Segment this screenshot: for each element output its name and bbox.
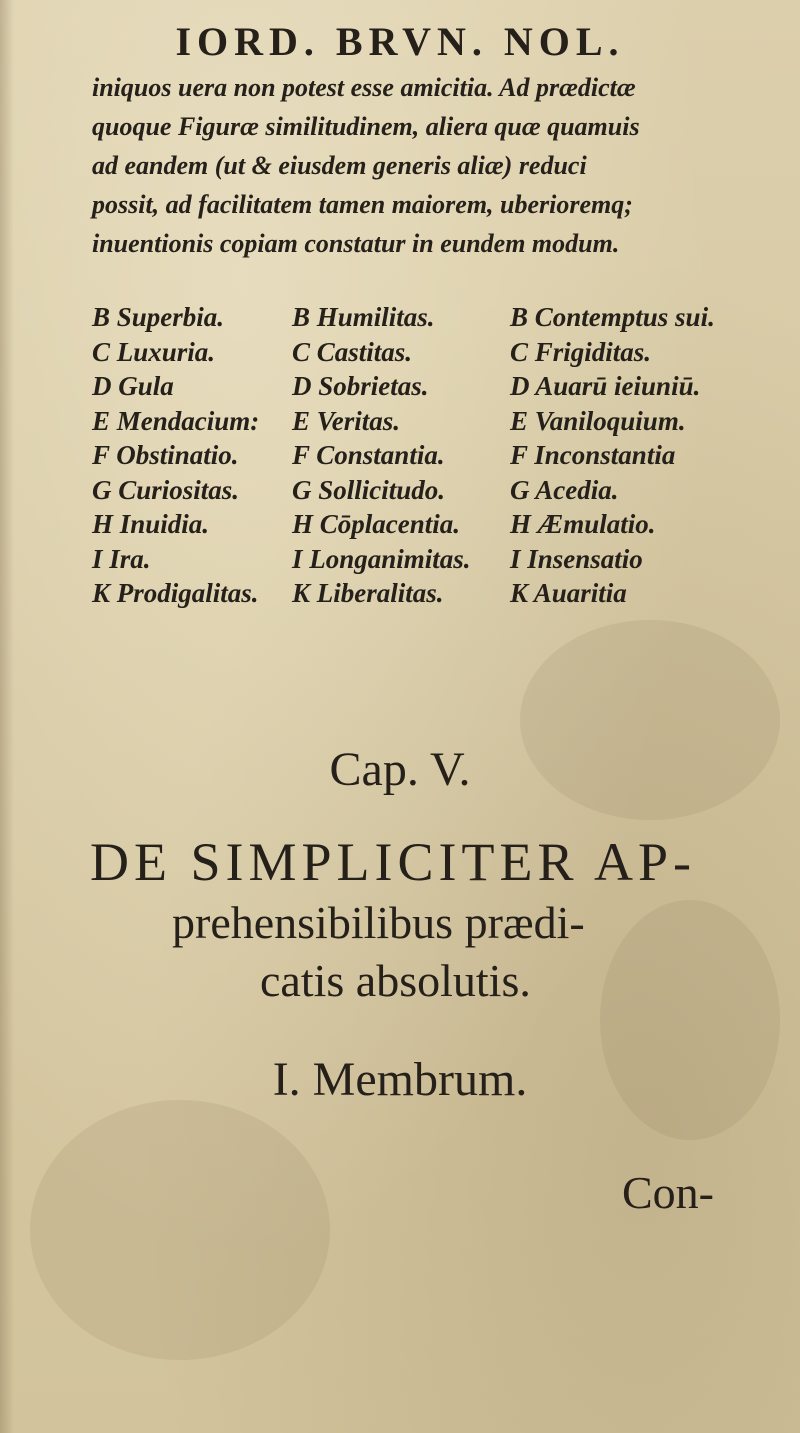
extreme-cell: C Frigiditas. <box>510 336 652 367</box>
virtues-vices-table <box>92 300 792 611</box>
virtue-cell: D Sobrietas. <box>292 371 429 401</box>
chapter-title-line: catis absolutis. <box>260 955 531 1006</box>
virtue-cell: B Humilitas. <box>292 302 435 332</box>
section-heading: I. Membrum. <box>272 1053 528 1106</box>
table-row <box>92 404 792 439</box>
table-row <box>92 335 792 370</box>
intro-line: ad eandem (ut & eiusdem generis aliæ) reduci <box>92 151 587 180</box>
page-gutter-shadow <box>0 0 14 1433</box>
virtue-cell: F Constantia. <box>292 440 445 470</box>
chapter-title-line: DE SIMPLICITER AP- <box>90 832 697 892</box>
virtue-cell: H Cōplacentia. <box>292 509 460 539</box>
vice-cell: I Ira. <box>92 543 151 574</box>
extreme-cell: G Acedia. <box>510 474 619 505</box>
vice-cell: K Prodigalitas. <box>92 578 259 608</box>
running-header: IORD. BRVN. NOL. <box>175 19 625 64</box>
paper-stain <box>30 1100 330 1360</box>
table-row <box>92 542 792 577</box>
vice-cell: G Curiositas. <box>92 474 240 505</box>
chapter-number: Cap. V. <box>329 743 471 796</box>
intro-line: possit, ad facilitatem tamen maiorem, uberioremq; <box>92 190 633 219</box>
intro-line: inuentionis copiam constatur in eundem modum. <box>92 229 620 258</box>
table-row <box>92 300 792 335</box>
extreme-cell: H Æmulatio. <box>510 509 656 539</box>
table-row <box>92 473 792 508</box>
intro-line: iniquos uera non potest esse amicitia. Ad prædictæ <box>92 73 636 102</box>
extreme-cell: E Vaniloquium. <box>510 405 686 436</box>
virtue-cell: K Liberalitas. <box>292 578 444 608</box>
table-row <box>92 438 792 473</box>
chapter-title <box>90 830 790 1010</box>
vice-cell: E Mendacium: <box>92 405 260 436</box>
table-row <box>92 576 792 611</box>
extreme-cell: K Auaritia <box>510 578 627 608</box>
extreme-cell: I Insensatio <box>510 543 643 574</box>
virtue-cell: G Sollicitudo. <box>292 474 446 505</box>
virtue-cell: C Castitas. <box>292 336 413 367</box>
extreme-cell: B Contemptus sui. <box>510 302 715 332</box>
table-row <box>92 369 792 404</box>
intro-line: quoque Figuræ similitudinem, aliera quæ quamuis <box>92 112 640 141</box>
virtue-cell: E Veritas. <box>292 405 401 436</box>
vice-cell: B Superbia. <box>92 302 225 332</box>
table-row <box>92 507 792 542</box>
catchword: Con- <box>622 1167 714 1218</box>
extreme-cell: F Inconstantia <box>510 440 676 470</box>
vice-cell: F Obstinatio. <box>92 440 239 470</box>
extreme-cell: D Auarū ieiuniū. <box>510 371 701 401</box>
vice-cell: H Inuidia. <box>92 509 210 539</box>
chapter-title-line: prehensibilibus prædi- <box>172 897 585 948</box>
virtue-cell: I Longanimitas. <box>292 543 471 574</box>
intro-paragraph <box>92 68 772 263</box>
vice-cell: C Luxuria. <box>92 336 216 367</box>
vice-cell: D Gula <box>92 371 174 401</box>
